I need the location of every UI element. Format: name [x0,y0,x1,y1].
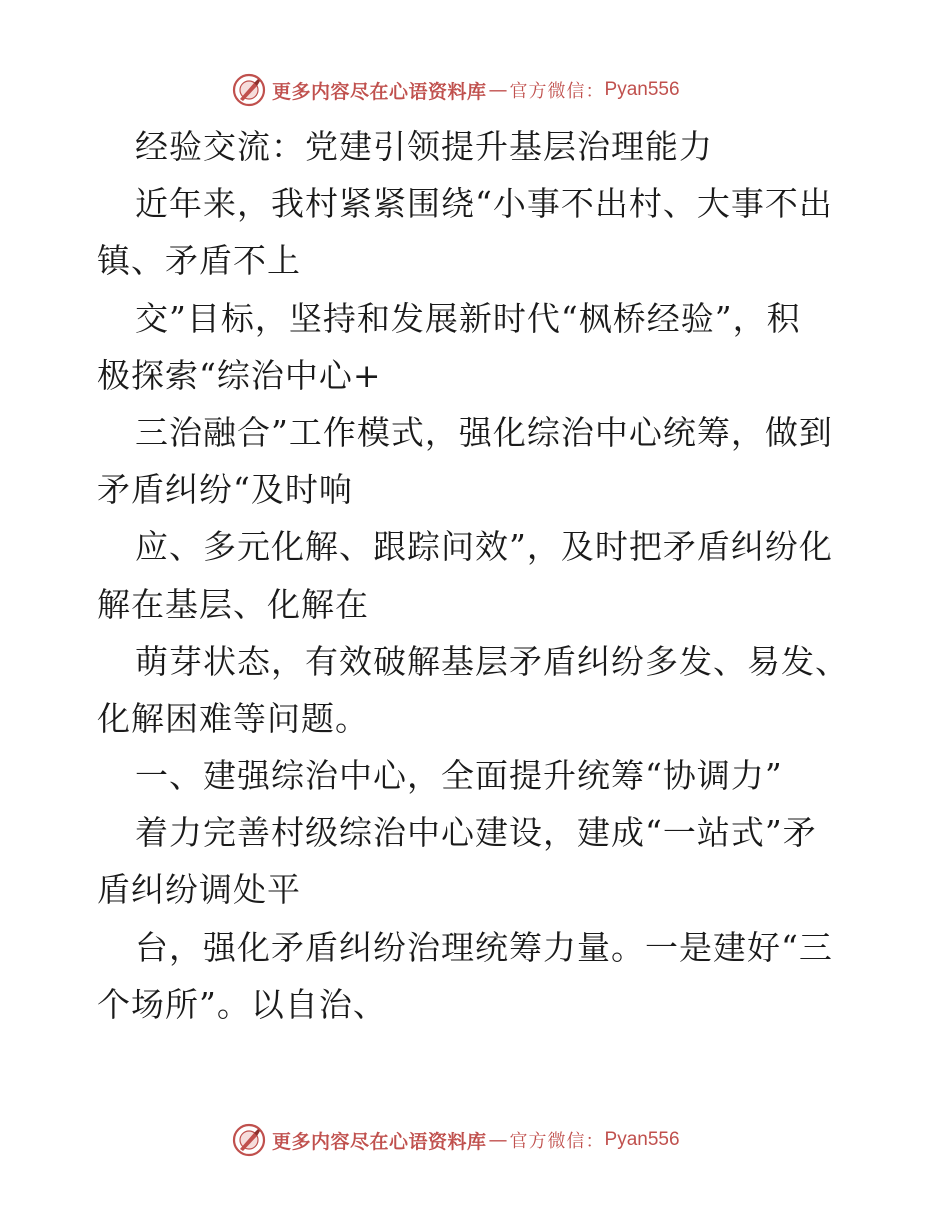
document-title: 经验交流：党建引领提升基层治理能力 [135,127,713,166]
paragraph-line: 应、多元化解、跟踪问效”，及时把矛盾纠纷化 [135,527,833,567]
paragraph-line: 矛盾纠纷“及时响 [97,470,353,510]
paragraph-line: 极探索“综治中心+ [97,355,382,395]
document-body [97,118,857,1033]
watermark-wechat-id: Pyan556 [604,79,680,100]
paragraph-line: 台，强化矛盾纠纷治理统筹力量。一是建好“三 [135,927,833,967]
paragraph-line: 交”目标，坚持和发展新时代“枫桥经验”，积 [135,298,801,338]
paragraph-line: 解在基层、化解在 [97,584,369,624]
watermark-main-text: 更多内容尽在心语资料库 [272,80,487,103]
header-watermark [232,70,680,110]
pen-logo-icon [232,73,266,107]
watermark-wechat-id: Pyan556 [604,1129,680,1150]
section-heading: 一、建强综治中心，全面提升统筹“协调力” [135,756,783,796]
paragraph-line: 着力完善村级综治中心建设，建成“一站式”矛 [135,813,817,853]
watermark-main-text: 更多内容尽在心语资料库 [272,1130,487,1153]
watermark-dash: — [488,1129,508,1151]
paragraph-line: 个场所”。以自治、 [97,984,387,1024]
watermark-wechat-label: 官方微信： [509,81,605,102]
footer-watermark [232,1120,680,1160]
paragraph-line: 镇、矛盾不上 [97,241,301,281]
watermark-dash: — [488,79,508,101]
paragraph-line: 萌芽状态，有效破解基层矛盾纠纷多发、易发、 [135,641,849,681]
paragraph-line: 三治融合”工作模式，强化综治中心统筹，做到 [135,412,833,452]
paragraph-line: 盾纠纷调处平 [97,870,301,910]
paragraph-line: 化解困难等问题。 [97,698,369,738]
pen-logo-icon [232,1123,266,1157]
watermark-wechat-label: 官方微信： [509,1131,605,1152]
paragraph-line: 近年来，我村紧紧围绕“小事不出村、大事不出 [135,184,833,224]
